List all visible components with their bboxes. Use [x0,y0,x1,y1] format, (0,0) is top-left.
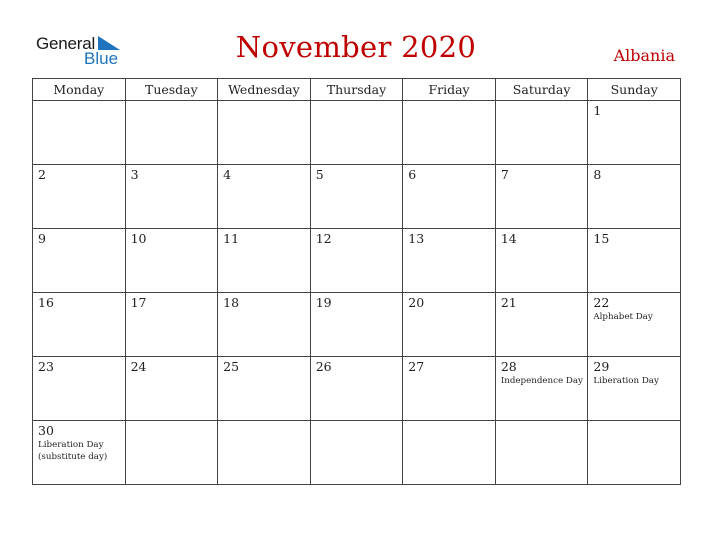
logo-text-general: General [36,34,96,53]
calendar-day-cell [125,293,218,357]
calendar-day-cell [33,101,126,165]
calendar-day-cell [218,165,311,229]
calendar-day-cell [588,293,681,357]
day-number: 17 [130,295,147,310]
calendar-week-row [33,101,681,165]
day-number: 28 [500,359,517,374]
calendar-day-cell [588,421,681,485]
calendar-day-cell [403,357,496,421]
day-number: 30 [38,423,54,438]
day-number: 26 [315,359,332,374]
weekday-header: Wednesday [218,79,311,101]
calendar-day-cell [403,421,496,485]
calendar-day-cell [310,357,403,421]
holiday-label: Independence Day [500,376,583,386]
weekday-header: Sunday [588,79,681,101]
day-number: 18 [223,295,240,310]
day-number: 14 [500,231,517,246]
calendar-day-cell [310,165,403,229]
day-number: 10 [130,231,147,246]
calendar-day-cell [218,421,311,485]
day-number: 11 [223,231,240,246]
calendar-week-row [33,357,681,421]
day-number: 7 [500,167,509,182]
day-number: 19 [315,295,332,310]
calendar-day-cell [588,101,681,165]
calendar-day-cell [33,229,126,293]
day-number: 6 [408,167,417,182]
calendar-day-cell [310,229,403,293]
calendar-day-cell [403,229,496,293]
calendar-day-cell [218,101,311,165]
calendar-day-cell [588,229,681,293]
calendar-day-cell [403,165,496,229]
calendar-body [33,101,681,485]
day-number: 4 [223,167,232,182]
calendar-day-cell [588,165,681,229]
calendar-week-row [33,165,681,229]
calendar-day-cell [33,293,126,357]
day-number: 25 [223,359,240,374]
calendar-day-cell [495,101,588,165]
day-number: 21 [500,295,517,310]
calendar-day-cell [218,357,311,421]
calendar-day-cell [125,421,218,485]
calendar-day-cell [218,293,311,357]
calendar-week-row [33,229,681,293]
calendar-day-cell [125,357,218,421]
day-number: 23 [38,359,54,374]
calendar-day-cell [310,101,403,165]
day-number: 5 [315,167,324,182]
country-label: Albania [613,46,675,65]
day-number: 12 [315,231,332,246]
calendar-day-cell [588,357,681,421]
calendar-week-row [33,421,681,485]
weekday-header: Thursday [310,79,403,101]
calendar-day-cell [125,229,218,293]
calendar-week-row [33,293,681,357]
calendar-day-cell [310,293,403,357]
calendar-day-cell [495,165,588,229]
day-number: 27 [408,359,425,374]
calendar-day-cell [125,101,218,165]
weekday-header-row [33,79,681,101]
weekday-header: Monday [33,79,126,101]
month-title: November 2020 [235,30,477,64]
holiday-label: Alphabet Day [593,312,653,322]
logo-text-blue: Blue [84,49,119,68]
day-number: 8 [593,167,602,182]
day-number: 15 [593,231,610,246]
day-number: 24 [130,359,147,374]
calendar-day-cell [403,293,496,357]
day-number: 1 [593,103,602,118]
day-number: 29 [593,359,610,374]
calendar-day-cell [495,421,588,485]
calendar-day-cell [125,165,218,229]
calendar-day-cell [33,421,126,485]
day-number: 16 [38,295,54,310]
day-number: 20 [408,295,425,310]
day-number: 22 [593,295,610,310]
calendar-day-cell [403,101,496,165]
calendar-day-cell [33,165,126,229]
day-number: 2 [38,167,46,182]
calendar-day-cell [495,293,588,357]
weekday-header: Saturday [495,79,588,101]
calendar-day-cell [218,229,311,293]
calendar-day-cell [495,357,588,421]
weekday-header: Tuesday [125,79,218,101]
day-number: 3 [130,167,139,182]
calendar-day-cell [310,421,403,485]
calendar-day-cell [495,229,588,293]
calendar-grid [32,78,681,485]
calendar-day-cell [33,357,126,421]
day-number: 9 [38,231,46,246]
weekday-header: Friday [403,79,496,101]
holiday-label: Liberation Day (substitute day) [38,440,108,462]
holiday-label: Liberation Day [593,376,659,386]
day-number: 13 [408,231,425,246]
